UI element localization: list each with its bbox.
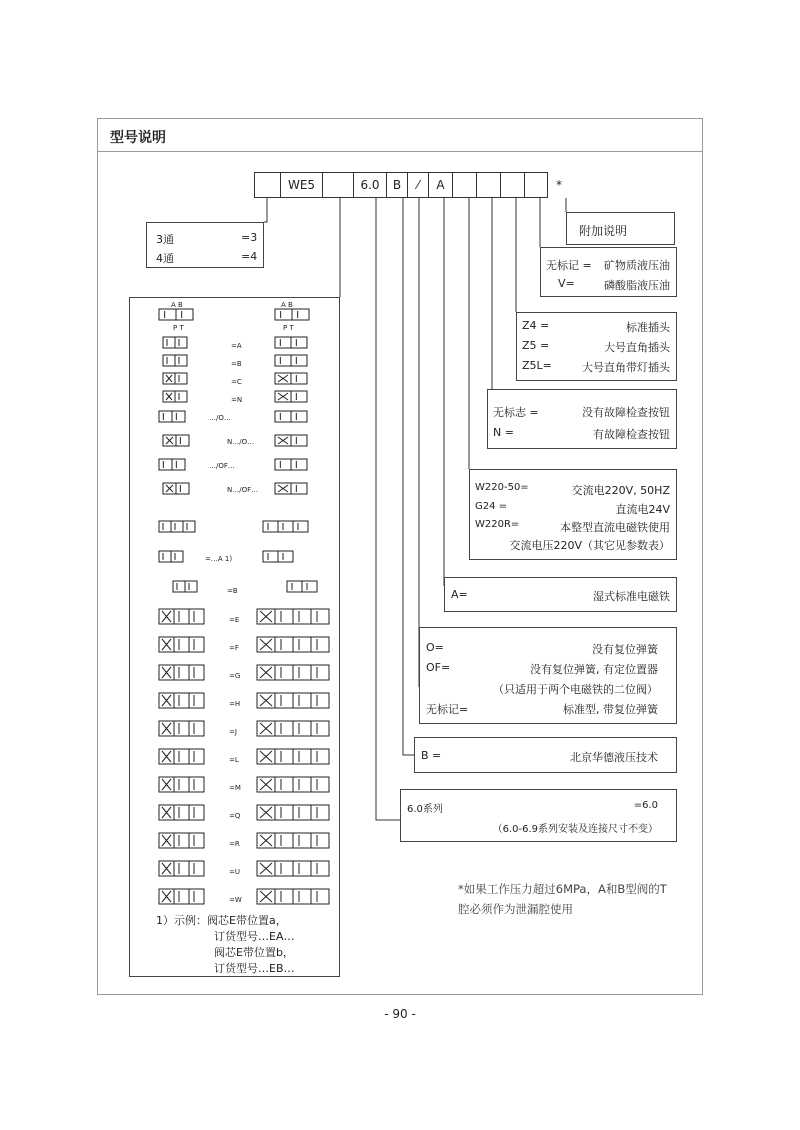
two-pos-spool-1-envelope-0 [163,355,175,366]
two-pos-spool-0-envelope-1 [175,337,187,348]
three-pos-spool-0 [159,609,204,624]
extra-valve-b [173,581,197,592]
o-variant-alt-2-envelope-1 [291,459,307,470]
two-pos-code-2: =C [231,378,242,386]
three-pos-spool-alt-2-envelope-1 [275,665,293,680]
plug-code-0: Z4 = [522,319,550,332]
three-pos-spool-alt-8-envelope-1 [275,833,293,848]
footnote-line-2: 腔必须作为泄漏腔使用 [458,902,573,916]
port-label-top-right: A B [281,301,293,309]
three-pos-sprung-alt [263,521,308,532]
o-variant-2-envelope-0 [159,459,172,470]
three-pos-sprung-alt-envelope-0 [263,521,278,532]
three-pos-spool-10 [159,889,204,904]
extra-valve-b-envelope-1 [185,581,197,592]
extra-label-a: =…A 1) [205,555,233,563]
voltage-desc-2: 本整型直流电磁铁使用 [560,521,670,534]
plug-box [516,312,677,381]
three-pos-sprung-envelope-1 [171,521,183,532]
example-line-4: 订货型号…EB… [214,962,295,975]
three-pos-code-10: =W [229,896,242,904]
extra-label-b: =B [227,587,238,595]
o-variant-alt-1 [275,435,307,446]
three-pos-spool-alt-4-envelope-1 [275,721,293,736]
three-pos-sprung-envelope-0 [159,521,171,532]
three-pos-code-5: =L [229,756,239,764]
plug-desc-1: 大号直角插头 [604,341,670,354]
valve-symbols [129,297,340,917]
page-number: - 90 - [384,1007,416,1021]
three-pos-spool-1-envelope-2 [189,637,204,652]
three-pos-spool-alt-4-envelope-2 [293,721,311,736]
three-pos-sprung-envelope-2 [183,521,195,532]
series-note: （6.0-6.9系列安装及连接尺寸不变） [492,824,658,835]
o-variant-0 [159,411,185,422]
three-pos-spool-alt-10 [257,889,329,904]
fluid-code-1: V= [558,277,575,290]
override-desc-0: 没有故障检查按钮 [582,406,670,419]
code-cell-4: B [386,172,408,198]
two-pos-spool-0-envelope-0 [163,337,175,348]
three-pos-spool-8-envelope-1 [174,833,189,848]
three-pos-spool-alt-0-envelope-3 [311,609,329,624]
code-cell-6: A [428,172,453,198]
three-pos-spool-alt-9-envelope-3 [311,861,329,876]
spring-desc-0: 没有复位弹簧 [592,643,658,656]
three-pos-spool-2-envelope-2 [189,665,204,680]
series-code: 6.0系列 [407,804,443,815]
port-label-bottom-right: P T [283,324,294,332]
three-pos-spool-alt-6-envelope-2 [293,777,311,792]
voltage-desc-1: 直流电24V [615,503,670,516]
maker-code: B = [421,749,442,762]
three-pos-spool-alt-7-envelope-3 [311,805,329,820]
two-pos-spool-alt-0-envelope-0 [275,337,291,348]
override-code-1: N = [493,426,514,439]
three-pos-code-7: =Q [229,812,241,820]
three-pos-spool-10-envelope-1 [174,889,189,904]
three-pos-spool-4 [159,721,204,736]
three-pos-spool-alt-3 [257,693,329,708]
solenoid-box [444,577,677,612]
spring-desc-3: 标准型, 带复位弹簧 [563,703,658,716]
voltage-desc-0: 交流电220V, 50HZ [571,484,670,497]
ways-value-4: =4 [241,250,258,263]
two-pos-spool-3 [163,391,187,402]
three-pos-code-0: =E [229,616,240,624]
override-code-0: 无标志 = [493,406,539,419]
two-pos-spool-alt-0 [275,337,307,348]
three-pos-spool-alt-6 [257,777,329,792]
two-pos-code-1: =B [231,360,242,368]
o-variant-1-envelope-1 [176,435,189,446]
ways-label-3: 3通 [156,233,174,246]
three-pos-spool-3 [159,693,204,708]
basic-valve-left-envelope-0 [159,309,176,320]
basic-valve-left-envelope-1 [176,309,193,320]
two-pos-spool-alt-2-envelope-1 [291,373,307,384]
three-pos-spool-alt-9-envelope-2 [293,861,311,876]
extra-valve-b-alt-envelope-0 [287,581,302,592]
three-pos-spool-alt-7-envelope-1 [275,805,293,820]
override-desc-1: 有故障检查按钮 [593,428,670,441]
extra-valve-a-alt-envelope-0 [263,551,278,562]
three-pos-spool-alt-8-envelope-2 [293,833,311,848]
override-box [487,389,677,449]
two-pos-spool-alt-3-envelope-1 [291,391,307,402]
o-variant-label-0: …/O… [209,414,231,422]
three-pos-spool-10-envelope-2 [189,889,204,904]
o-variant-3-envelope-1 [176,483,189,494]
footnote-line-1: *如果工作压力超过6MPa，A和B型阀的T [458,882,667,896]
three-pos-spool-4-envelope-1 [174,721,189,736]
spring-code-1: OF= [426,661,451,674]
three-pos-spool-alt-5-envelope-3 [311,749,329,764]
basic-valve-right-envelope-1 [292,309,309,320]
three-pos-spool-8-envelope-2 [189,833,204,848]
three-pos-spool-7-envelope-2 [189,805,204,820]
three-pos-spool-0-envelope-1 [174,609,189,624]
fluid-box [540,247,677,297]
extra-valve-a-alt-envelope-1 [278,551,293,562]
three-pos-spool-alt-0-envelope-1 [275,609,293,624]
two-pos-spool-alt-2 [275,373,307,384]
extra-valve-a-envelope-0 [159,551,171,562]
two-pos-spool-alt-3 [275,391,307,402]
o-variant-label-2: …/OF… [209,462,235,470]
voltage-desc-3: 交流电压220V（其它见参数表） [509,539,670,552]
three-pos-spool-3-envelope-2 [189,693,204,708]
additional-label: 附加说明 [579,224,628,238]
three-pos-spool-7 [159,805,204,820]
two-pos-spool-2 [163,373,187,384]
three-pos-spool-alt-5 [257,749,329,764]
extra-valve-b-envelope-0 [173,581,185,592]
three-pos-code-1: =F [229,644,239,652]
three-pos-spool-alt-2-envelope-2 [293,665,311,680]
three-pos-code-6: =M [229,784,241,792]
three-pos-spool-alt-0-envelope-2 [293,609,311,624]
o-variant-1 [163,435,189,446]
three-pos-spool-8 [159,833,204,848]
plug-code-1: Z5 = [522,339,550,352]
three-pos-spool-alt-5-envelope-1 [275,749,293,764]
series-box [400,789,677,842]
spring-code-0: O= [426,641,444,654]
three-pos-spool-alt-1 [257,637,329,652]
two-pos-spool-3-envelope-1 [175,391,187,402]
three-pos-spool-2 [159,665,204,680]
example-line-3: 阀芯E带位置b， [214,946,294,959]
three-pos-spool-3-envelope-1 [174,693,189,708]
o-variant-alt-3 [275,483,307,494]
code-cell-5: ⁄ [407,172,429,198]
three-pos-spool-0-envelope-2 [189,609,204,624]
two-pos-spool-2-envelope-1 [175,373,187,384]
three-pos-spool-1 [159,637,204,652]
basic-valve-left [159,309,193,320]
ways-value-3: =3 [241,231,258,244]
three-pos-spool-alt-4 [257,721,329,736]
plug-desc-2: 大号直角带灯插头 [582,361,670,374]
ways-box [146,222,264,268]
three-pos-spool-2-envelope-1 [174,665,189,680]
ways-label-4: 4通 [156,252,174,265]
three-pos-sprung-alt-envelope-2 [293,521,308,532]
o-variant-0-envelope-1 [172,411,185,422]
three-pos-code-2: =G [229,672,241,680]
solenoid-code: A= [451,588,468,601]
three-pos-spool-alt-10-envelope-3 [311,889,329,904]
fluid-code-0: 无标记 = [546,259,592,272]
three-pos-spool-alt-6-envelope-3 [311,777,329,792]
three-pos-spool-9-envelope-2 [189,861,204,876]
two-pos-spool-alt-1 [275,355,307,366]
spring-desc-1: 没有复位弹簧, 有定位置器 [530,663,658,676]
two-pos-spool-alt-1-envelope-0 [275,355,291,366]
three-pos-spool-alt-6-envelope-1 [275,777,293,792]
extra-valve-a-envelope-1 [171,551,183,562]
basic-valve-right [275,309,309,320]
three-pos-spool-alt-10-envelope-1 [275,889,293,904]
three-pos-code-4: =J [229,728,237,736]
three-pos-code-9: =U [229,868,240,876]
voltage-code-1: G24 = [475,501,508,512]
three-pos-spool-alt-3-envelope-1 [275,693,293,708]
o-variant-alt-0-envelope-0 [275,411,291,422]
three-pos-spool-alt-1-envelope-3 [311,637,329,652]
section-title: 型号说明 [110,130,166,146]
o-variant-2-envelope-1 [172,459,185,470]
voltage-code-2: W220R= [475,519,520,530]
three-pos-spool-alt-8 [257,833,329,848]
three-pos-spool-alt-4-envelope-3 [311,721,329,736]
plug-code-2: Z5L= [522,359,552,372]
two-pos-spool-1-envelope-1 [175,355,187,366]
maker-box [414,737,677,773]
two-pos-spool-alt-1-envelope-1 [291,355,307,366]
o-variant-0-envelope-0 [159,411,172,422]
two-pos-spool-0 [163,337,187,348]
three-pos-spool-5-envelope-2 [189,749,204,764]
three-pos-spool-alt-1-envelope-2 [293,637,311,652]
basic-valve-right-envelope-0 [275,309,292,320]
extra-valve-b-alt-envelope-1 [302,581,317,592]
three-pos-spool-1-envelope-1 [174,637,189,652]
example-line-1: 1）示例：阀芯E带位置a， [156,914,287,927]
three-pos-spool-alt-3-envelope-2 [293,693,311,708]
o-variant-alt-0 [275,411,307,422]
three-pos-spool-9 [159,861,204,876]
fluid-desc-1: 磷酸脂液压油 [604,279,670,292]
three-pos-code-3: =H [229,700,241,708]
three-pos-spool-alt-10-envelope-2 [293,889,311,904]
three-pos-spool-9-envelope-1 [174,861,189,876]
three-pos-spool-6-envelope-1 [174,777,189,792]
three-pos-spool-7-envelope-1 [174,805,189,820]
series-value: =6.0 [633,800,658,811]
code-cell-1: WE5 [280,172,323,198]
extra-valve-b-alt [287,581,317,592]
three-pos-spool-alt-8-envelope-3 [311,833,329,848]
three-pos-spool-alt-1-envelope-1 [275,637,293,652]
three-pos-spool-alt-2 [257,665,329,680]
o-variant-alt-2-envelope-0 [275,459,291,470]
port-label-bottom-left: P T [173,324,184,332]
o-variant-alt-3-envelope-1 [291,483,307,494]
three-pos-spool-5-envelope-1 [174,749,189,764]
spring-box [419,627,677,724]
additional-box [566,212,675,245]
three-pos-spool-alt-7-envelope-2 [293,805,311,820]
three-pos-spool-alt-0 [257,609,329,624]
o-variant-3 [163,483,189,494]
example-line-2: 订货型号…EA… [214,930,295,943]
solenoid-desc: 湿式标准电磁铁 [593,590,670,603]
o-variant-2 [159,459,185,470]
two-pos-code-0: =A [231,342,242,350]
voltage-code-0: W220-50= [475,482,529,493]
three-pos-spool-alt-5-envelope-2 [293,749,311,764]
three-pos-spool-5 [159,749,204,764]
two-pos-code-3: =N [231,396,243,404]
three-pos-spool-4-envelope-2 [189,721,204,736]
three-pos-spool-alt-9-envelope-1 [275,861,293,876]
code-cell-3: 6.0 [353,172,387,198]
extra-valve-a [159,551,183,562]
extra-valve-a-alt [263,551,293,562]
three-pos-spool-6-envelope-2 [189,777,204,792]
o-variant-alt-1-envelope-1 [291,435,307,446]
three-pos-spool-alt-9 [257,861,329,876]
spring-desc-2: （只适用于两个电磁铁的二位阀） [493,683,658,696]
plug-desc-0: 标准插头 [626,321,670,334]
two-pos-spool-1 [163,355,187,366]
three-pos-spool-alt-2-envelope-3 [311,665,329,680]
three-pos-spool-6 [159,777,204,792]
three-pos-sprung [159,521,195,532]
o-variant-alt-2 [275,459,307,470]
o-variant-label-3: N…/OF… [227,486,259,494]
two-pos-spool-alt-0-envelope-1 [291,337,307,348]
three-pos-spool-alt-3-envelope-3 [311,693,329,708]
voltage-box [469,469,677,560]
three-pos-code-8: =R [229,840,240,848]
o-variant-alt-0-envelope-1 [291,411,307,422]
three-pos-sprung-alt-envelope-1 [278,521,293,532]
port-label-top-left: A B [171,301,183,309]
code-cell-11: * [556,178,562,192]
maker-desc: 北京华德液压技术 [570,751,658,764]
fluid-desc-0: 矿物质液压油 [604,259,670,272]
three-pos-spool-alt-7 [257,805,329,820]
spring-code-3: 无标记= [426,703,469,716]
o-variant-label-1: N…/O… [227,438,255,446]
